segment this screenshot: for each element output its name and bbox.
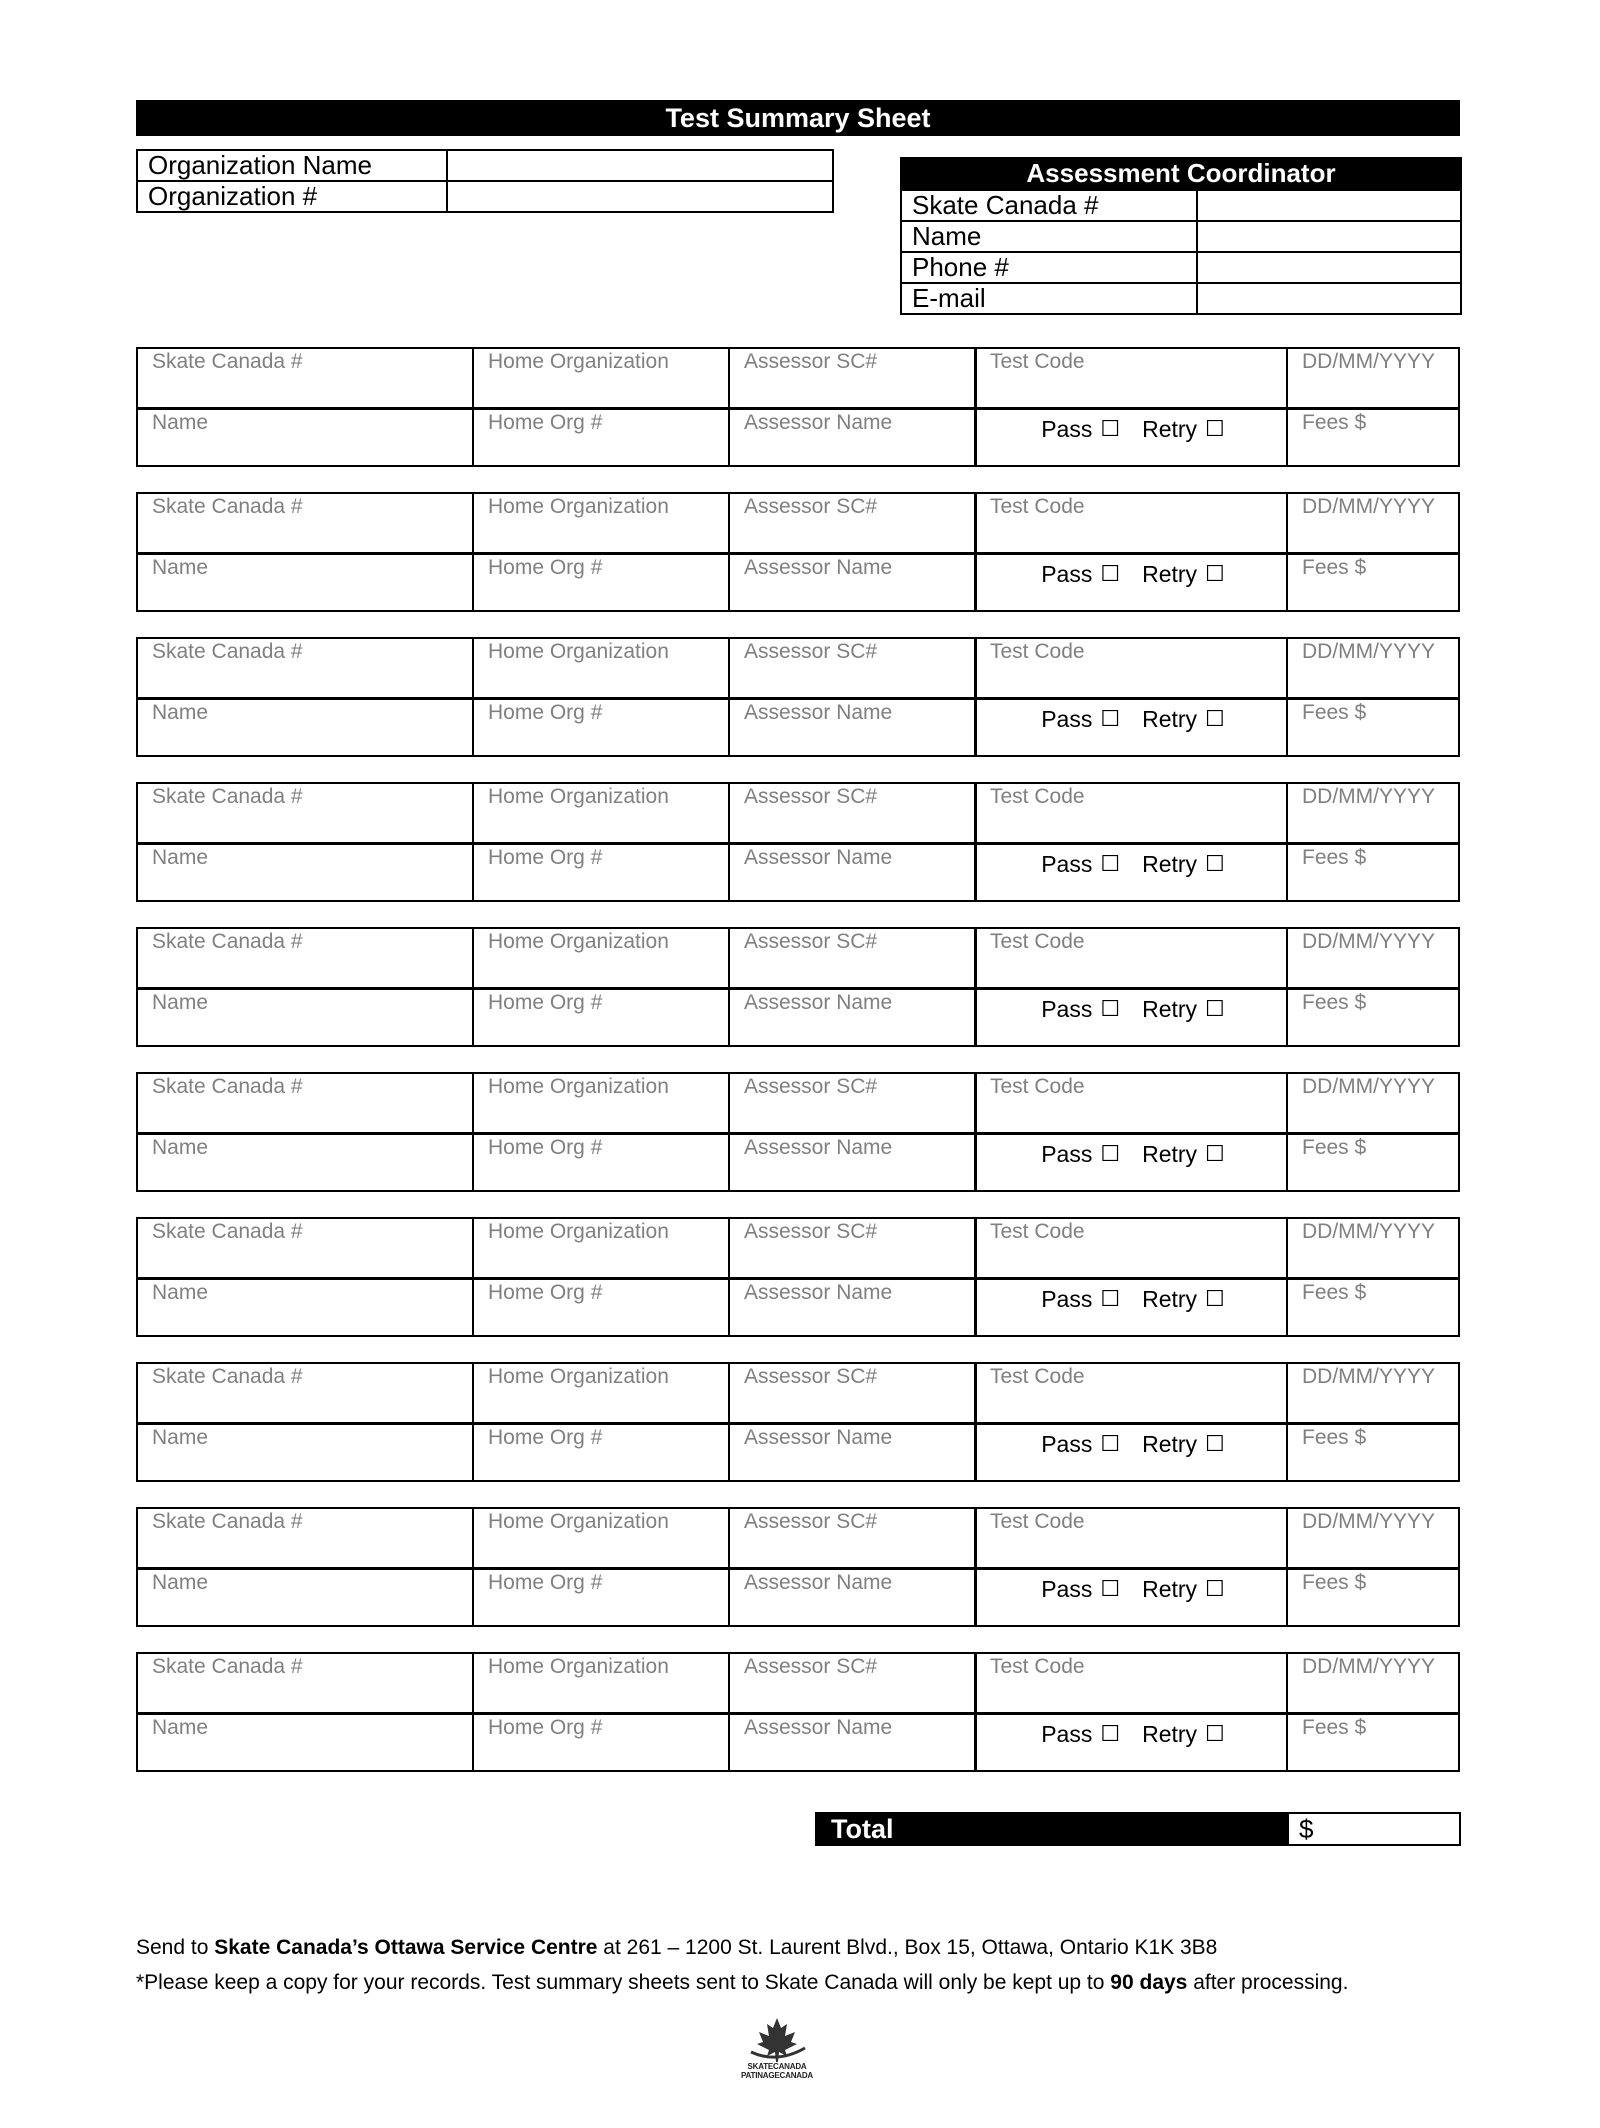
test-code-field[interactable]: Test Code (990, 1510, 1085, 1533)
skate-canada-number-field[interactable]: Skate Canada # (152, 640, 303, 663)
fees-field[interactable]: Fees $ (1302, 556, 1367, 579)
test-code-field[interactable]: Test Code (990, 930, 1085, 953)
total-row (815, 1812, 1461, 1846)
date-field[interactable]: DD/MM/YYYY (1302, 930, 1436, 953)
pass-label: Pass (1041, 1141, 1093, 1167)
entry-col-divider (974, 349, 977, 465)
home-org-number-field[interactable]: Home Org # (488, 701, 603, 724)
coordinator-phone-field[interactable] (1197, 252, 1461, 283)
date-field[interactable]: DD/MM/YYYY (1302, 1220, 1436, 1243)
entry-col-divider (974, 1654, 977, 1770)
skater-name-field[interactable]: Name (152, 1426, 209, 1449)
entry-col-divider (472, 929, 474, 1045)
pass-checkbox[interactable]: ☐ (1100, 1721, 1121, 1746)
organization-number-label: Organization # (137, 181, 447, 212)
result-options (978, 555, 1288, 612)
entry-col-divider (974, 1074, 977, 1190)
fees-field[interactable]: Fees $ (1302, 701, 1367, 724)
skate-canada-number-field[interactable]: Skate Canada # (152, 495, 303, 518)
fees-field[interactable]: Fees $ (1302, 1136, 1367, 1159)
skater-name-field[interactable]: Name (152, 701, 209, 724)
assessor-sc-number-field[interactable]: Assessor SC# (744, 1365, 878, 1388)
organization-table (136, 149, 834, 213)
date-field[interactable]: DD/MM/YYYY (1302, 1075, 1436, 1098)
maple-leaf-icon (727, 2014, 827, 2064)
result-options (978, 410, 1288, 467)
result-options (978, 1280, 1288, 1337)
fees-field[interactable]: Fees $ (1302, 846, 1367, 869)
date-field[interactable]: DD/MM/YYYY (1302, 640, 1436, 663)
pass-checkbox[interactable]: ☐ (1100, 1431, 1121, 1456)
coordinator-phone-row (901, 252, 1461, 283)
home-organization-field[interactable]: Home Organization (488, 640, 669, 663)
retry-label: Retry (1142, 1431, 1198, 1457)
test-entry (136, 1072, 1460, 1192)
retry-checkbox[interactable]: ☐ (1205, 1721, 1225, 1746)
skater-name-field[interactable]: Name (152, 1571, 209, 1594)
test-entry (136, 637, 1460, 757)
coordinator-skate-canada-label: Skate Canada # (901, 190, 1197, 221)
test-code-field[interactable]: Test Code (990, 1655, 1085, 1678)
organization-name-row (137, 150, 833, 181)
home-org-number-field[interactable]: Home Org # (488, 846, 603, 869)
pass-label: Pass (1041, 561, 1093, 587)
date-field[interactable]: DD/MM/YYYY (1302, 495, 1436, 518)
retry-checkbox[interactable]: ☐ (1205, 706, 1225, 731)
coordinator-email-field[interactable] (1197, 283, 1461, 314)
pass-checkbox[interactable]: ☐ (1100, 1141, 1121, 1166)
assessor-name-field[interactable]: Assessor Name (744, 991, 893, 1014)
pass-checkbox[interactable]: ☐ (1100, 706, 1121, 731)
assessor-sc-number-field[interactable]: Assessor SC# (744, 1075, 878, 1098)
fees-field[interactable]: Fees $ (1302, 411, 1367, 434)
home-organization-field[interactable]: Home Organization (488, 1655, 669, 1678)
retry-checkbox[interactable]: ☐ (1205, 1286, 1225, 1311)
pass-label: Pass (1041, 416, 1093, 442)
pass-checkbox[interactable]: ☐ (1100, 1286, 1121, 1311)
fees-field[interactable]: Fees $ (1302, 1426, 1367, 1449)
assessor-sc-number-field[interactable]: Assessor SC# (744, 1655, 878, 1678)
test-entry (136, 927, 1460, 1047)
retry-label: Retry (1142, 1721, 1198, 1747)
coordinator-skate-canada-field[interactable] (1197, 190, 1461, 221)
organization-name-field[interactable] (447, 150, 833, 181)
retry-checkbox[interactable]: ☐ (1205, 996, 1225, 1021)
logo-text-en: SKATECANADA (747, 2062, 807, 2071)
coordinator-email-row (901, 283, 1461, 314)
assessor-name-field[interactable]: Assessor Name (744, 701, 893, 724)
logo-text-fr: PATINAGECANADA (740, 2071, 813, 2080)
home-organization-field[interactable]: Home Organization (488, 1510, 669, 1533)
home-org-number-field[interactable]: Home Org # (488, 1281, 603, 1304)
skate-canada-number-field[interactable]: Skate Canada # (152, 1655, 303, 1678)
assessor-name-field[interactable]: Assessor Name (744, 1281, 893, 1304)
coordinator-skate-canada-row (901, 190, 1461, 221)
assessment-coordinator-header: Assessment Coordinator (900, 157, 1462, 189)
assessor-sc-number-field[interactable]: Assessor SC# (744, 930, 878, 953)
result-options (978, 1135, 1288, 1192)
coordinator-email-label: E-mail (901, 283, 1197, 314)
home-organization-field[interactable]: Home Organization (488, 350, 669, 373)
skate-canada-number-field[interactable]: Skate Canada # (152, 785, 303, 808)
test-code-field[interactable]: Test Code (990, 350, 1085, 373)
coordinator-phone-label: Phone # (901, 252, 1197, 283)
entry-col-divider (472, 494, 474, 610)
total-field[interactable]: $ (1287, 1814, 1459, 1844)
test-code-field[interactable]: Test Code (990, 1220, 1085, 1243)
retry-label: Retry (1142, 706, 1198, 732)
retry-label: Retry (1142, 561, 1198, 587)
date-field[interactable]: DD/MM/YYYY (1302, 350, 1436, 373)
footer-note-prefix: *Please keep a copy for your records. Test summary sheets sent to Skate Canada will only be kept up to (136, 1971, 1111, 1994)
skate-canada-number-field[interactable]: Skate Canada # (152, 1075, 303, 1098)
skater-name-field[interactable]: Name (152, 1281, 209, 1304)
home-org-number-field[interactable]: Home Org # (488, 1426, 603, 1449)
skater-name-field[interactable]: Name (152, 1136, 209, 1159)
coordinator-name-row (901, 221, 1461, 252)
coordinator-name-label: Name (901, 221, 1197, 252)
retry-checkbox[interactable]: ☐ (1205, 416, 1225, 441)
pass-label: Pass (1041, 1576, 1093, 1602)
organization-number-row (137, 181, 833, 212)
entry-col-divider (472, 1074, 474, 1190)
pass-label: Pass (1041, 1286, 1093, 1312)
result-options (978, 1570, 1288, 1627)
home-org-number-field[interactable]: Home Org # (488, 1571, 603, 1594)
fees-field[interactable]: Fees $ (1302, 1571, 1367, 1594)
pass-label: Pass (1041, 1721, 1093, 1747)
home-org-number-field[interactable]: Home Org # (488, 556, 603, 579)
test-code-field[interactable]: Test Code (990, 495, 1085, 518)
result-options (978, 990, 1288, 1047)
assessor-name-field[interactable]: Assessor Name (744, 1426, 893, 1449)
home-organization-field[interactable]: Home Organization (488, 785, 669, 808)
test-code-field[interactable]: Test Code (990, 1075, 1085, 1098)
home-org-number-field[interactable]: Home Org # (488, 991, 603, 1014)
date-field[interactable]: DD/MM/YYYY (1302, 1510, 1436, 1533)
pass-checkbox[interactable]: ☐ (1100, 416, 1121, 441)
skater-name-field[interactable]: Name (152, 846, 209, 869)
pass-label: Pass (1041, 706, 1093, 732)
test-entry (136, 1507, 1460, 1627)
coordinator-name-field[interactable] (1197, 221, 1461, 252)
assessment-coordinator-section (900, 157, 1462, 315)
entry-col-divider (472, 784, 474, 900)
fees-field[interactable]: Fees $ (1302, 1281, 1367, 1304)
home-organization-field[interactable]: Home Organization (488, 495, 669, 518)
total-label: Total (817, 1814, 1287, 1844)
entry-col-divider (472, 1219, 474, 1335)
home-org-number-field[interactable]: Home Org # (488, 1136, 603, 1159)
result-options (978, 1425, 1288, 1482)
footer-address: at 261 – 1200 St. Laurent Blvd., Box 15, Ottawa, Ontario K1K 3B8 (597, 1936, 1218, 1959)
home-org-number-field[interactable]: Home Org # (488, 1716, 603, 1739)
skate-canada-number-field[interactable]: Skate Canada # (152, 1510, 303, 1533)
footer-service-centre: Skate Canada’s Ottawa Service Centre (214, 1936, 598, 1959)
skate-canada-number-field[interactable]: Skate Canada # (152, 930, 303, 953)
skate-canada-number-field[interactable]: Skate Canada # (152, 1220, 303, 1243)
skater-name-field[interactable]: Name (152, 991, 209, 1014)
assessor-sc-number-field[interactable]: Assessor SC# (744, 495, 878, 518)
assessor-name-field[interactable]: Assessor Name (744, 1571, 893, 1594)
test-entry (136, 1652, 1460, 1772)
pass-checkbox[interactable]: ☐ (1100, 996, 1121, 1021)
pass-checkbox[interactable]: ☐ (1100, 561, 1121, 586)
entry-col-divider (974, 1364, 977, 1480)
assessor-name-field[interactable]: Assessor Name (744, 846, 893, 869)
test-code-field[interactable]: Test Code (990, 785, 1085, 808)
entry-col-divider (974, 1509, 977, 1625)
result-options (978, 1715, 1288, 1772)
footer-retention-days: 90 days (1110, 1971, 1188, 1994)
entry-col-divider (472, 1654, 474, 1770)
entry-col-divider (974, 1219, 977, 1335)
test-code-field[interactable]: Test Code (990, 1365, 1085, 1388)
result-options (978, 845, 1288, 902)
fees-field[interactable]: Fees $ (1302, 991, 1367, 1014)
date-field[interactable]: DD/MM/YYYY (1302, 785, 1436, 808)
test-entry (136, 782, 1460, 902)
assessor-sc-number-field[interactable]: Assessor SC# (744, 640, 878, 663)
retry-checkbox[interactable]: ☐ (1205, 1576, 1225, 1601)
test-code-field[interactable]: Test Code (990, 640, 1085, 663)
skater-name-field[interactable]: Name (152, 1716, 209, 1739)
result-options (978, 700, 1288, 757)
entry-col-divider (472, 349, 474, 465)
entry-col-divider (472, 1364, 474, 1480)
date-field[interactable]: DD/MM/YYYY (1302, 1365, 1436, 1388)
assessor-name-field[interactable]: Assessor Name (744, 411, 893, 434)
assessor-sc-number-field[interactable]: Assessor SC# (744, 350, 878, 373)
retry-label: Retry (1142, 1141, 1198, 1167)
organization-name-label: Organization Name (137, 150, 447, 181)
home-organization-field[interactable]: Home Organization (488, 1220, 669, 1243)
assessor-name-field[interactable]: Assessor Name (744, 556, 893, 579)
retry-checkbox[interactable]: ☐ (1205, 1431, 1225, 1456)
fees-field[interactable]: Fees $ (1302, 1716, 1367, 1739)
assessor-sc-number-field[interactable]: Assessor SC# (744, 785, 878, 808)
entry-col-divider (974, 784, 977, 900)
skate-canada-number-field[interactable]: Skate Canada # (152, 1365, 303, 1388)
date-field[interactable]: DD/MM/YYYY (1302, 1655, 1436, 1678)
retry-checkbox[interactable]: ☐ (1205, 851, 1225, 876)
pass-checkbox[interactable]: ☐ (1100, 1576, 1121, 1601)
entry-col-divider (974, 494, 977, 610)
home-org-number-field[interactable]: Home Org # (488, 411, 603, 434)
retry-label: Retry (1142, 416, 1198, 442)
footer-note-suffix: after processing. (1187, 1971, 1349, 1994)
pass-label: Pass (1041, 1431, 1093, 1457)
footer-send-to (136, 1936, 1217, 1960)
assessor-name-field[interactable]: Assessor Name (744, 1136, 893, 1159)
retry-label: Retry (1142, 1576, 1198, 1602)
retry-label: Retry (1142, 1286, 1198, 1312)
entry-col-divider (472, 639, 474, 755)
retry-checkbox[interactable]: ☐ (1205, 1141, 1225, 1166)
test-entry (136, 1217, 1460, 1337)
footer-send-prefix: Send to (136, 1936, 215, 1959)
home-organization-field[interactable]: Home Organization (488, 930, 669, 953)
retry-checkbox[interactable]: ☐ (1205, 561, 1225, 586)
assessor-name-field[interactable]: Assessor Name (744, 1716, 893, 1739)
home-organization-field[interactable]: Home Organization (488, 1075, 669, 1098)
page-title: Test Summary Sheet (136, 100, 1460, 136)
home-organization-field[interactable]: Home Organization (488, 1365, 669, 1388)
assessor-sc-number-field[interactable]: Assessor SC# (744, 1510, 878, 1533)
skate-canada-logo (727, 2014, 827, 2084)
pass-label: Pass (1041, 996, 1093, 1022)
pass-label: Pass (1041, 851, 1093, 877)
entry-col-divider (974, 639, 977, 755)
skate-canada-number-field[interactable]: Skate Canada # (152, 350, 303, 373)
retry-label: Retry (1142, 996, 1198, 1022)
retry-label: Retry (1142, 851, 1198, 877)
assessor-sc-number-field[interactable]: Assessor SC# (744, 1220, 878, 1243)
test-entry (136, 347, 1460, 467)
skater-name-field[interactable]: Name (152, 556, 209, 579)
skater-name-field[interactable]: Name (152, 411, 209, 434)
entry-col-divider (974, 929, 977, 1045)
test-entry (136, 1362, 1460, 1482)
assessment-coordinator-table (900, 189, 1462, 315)
test-entry (136, 492, 1460, 612)
entry-col-divider (472, 1509, 474, 1625)
footer-records-note (136, 1971, 1348, 1995)
organization-number-field[interactable] (447, 181, 833, 212)
pass-checkbox[interactable]: ☐ (1100, 851, 1121, 876)
